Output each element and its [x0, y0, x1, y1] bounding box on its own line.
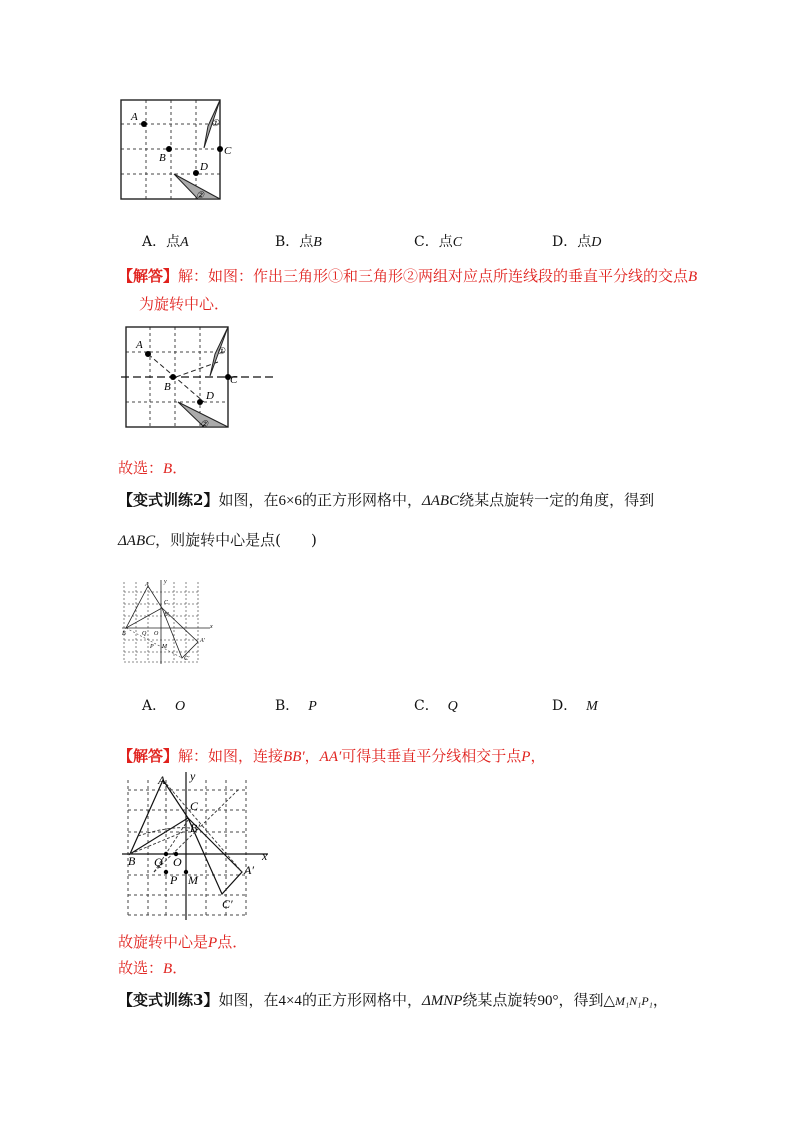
label-D: D	[200, 161, 208, 173]
q2-option-a: A． O	[142, 698, 186, 714]
q1-grid-figure	[118, 98, 248, 204]
q2-option-b: B． P	[275, 698, 317, 714]
q2s-label-Aprime: A′	[244, 863, 254, 877]
q3-intro: 【变式训练3】如图，在4×4的正方形网格中，ΔMNP绕某点旋转90°，得到△M₁N₁P₁，	[118, 991, 668, 1009]
q2-intro-line2: ΔABC，则旋转中心是点( )	[118, 531, 317, 549]
q1-option-c: C．点C	[414, 234, 463, 250]
q2s-label-C: C	[190, 799, 199, 813]
q2-label-O: O	[154, 631, 159, 637]
q1-option-d: D．点D	[552, 234, 602, 250]
q2-option-c: C． Q	[414, 698, 458, 714]
q2-label-B: B	[122, 631, 126, 637]
q2-intro-line1: 【变式训练2】如图，在6×6的正方形网格中，ΔABC绕某点旋转一定的角度，得到	[118, 491, 655, 509]
q2-center-conclusion: 故旋转中心是P点．	[118, 933, 248, 951]
sol-label-C: C	[230, 374, 238, 386]
q2-solution-figure	[118, 770, 278, 922]
label-C: C	[224, 145, 232, 157]
q1-choice: 故选：B．	[118, 459, 188, 477]
sol-label-triangle-1: ①	[217, 346, 226, 356]
sol-label-D: D	[206, 390, 214, 402]
q2s-label-Cprime: C′	[222, 897, 233, 911]
label-A: A	[131, 111, 138, 123]
q2s-label-O: O	[173, 855, 182, 869]
q2-choice: 故选：B．	[118, 959, 188, 977]
q1-solution-figure	[118, 322, 278, 432]
label-triangle-2: ②	[196, 190, 205, 200]
q2-label-Aprime: A′	[200, 638, 205, 644]
q2-option-d: D． M	[552, 698, 598, 714]
q2s-label-x: x	[262, 849, 268, 863]
q2-label-M: M	[162, 644, 167, 650]
sol-label-A: A	[136, 339, 143, 351]
sol-label-triangle-2: ②	[200, 419, 209, 429]
q1-answer-line1: 【解答】解：如图：作出三角形①和三角形②两组对应点所连线段的垂直平分线的交点B	[118, 267, 698, 285]
label-triangle-1: ①	[211, 118, 220, 128]
q2-answer: 【解答】解：如图，连接BB′，AA′可得其垂直平分线相交于点P，	[118, 747, 546, 765]
q2s-label-Bprime: B′	[190, 821, 200, 835]
q2-label-x: x	[210, 624, 213, 630]
q2-label-Cprime: C′	[184, 656, 190, 662]
q2s-label-Q: Q	[154, 855, 163, 869]
q2-label-A: A	[145, 582, 149, 588]
q2-title: 【变式训练2】	[118, 491, 219, 509]
q1-option-a: A．点A	[142, 234, 189, 250]
q3-title: 【变式训练3】	[118, 991, 219, 1009]
q2s-label-P: P	[170, 873, 178, 887]
q2-label-y: y	[164, 579, 167, 585]
q2-label-P: P	[150, 644, 154, 650]
label-B: B	[159, 152, 166, 164]
q1-answer-line2: 为旋转中心．	[139, 295, 230, 313]
q2s-label-y: y	[190, 769, 196, 783]
q2s-label-M: M	[188, 873, 198, 887]
q2-label-Bprime: B′	[164, 612, 169, 618]
q2-label-Q: Q	[142, 631, 147, 637]
sol-label-B: B	[164, 381, 171, 393]
answer-tag: 【解答】	[118, 267, 179, 285]
q1-option-b: B．点B	[275, 234, 322, 250]
q2s-label-B: B	[128, 854, 136, 868]
q2s-label-A: A	[158, 773, 166, 787]
q2-grid-figure	[118, 578, 218, 666]
q2-label-C: C	[164, 600, 169, 606]
